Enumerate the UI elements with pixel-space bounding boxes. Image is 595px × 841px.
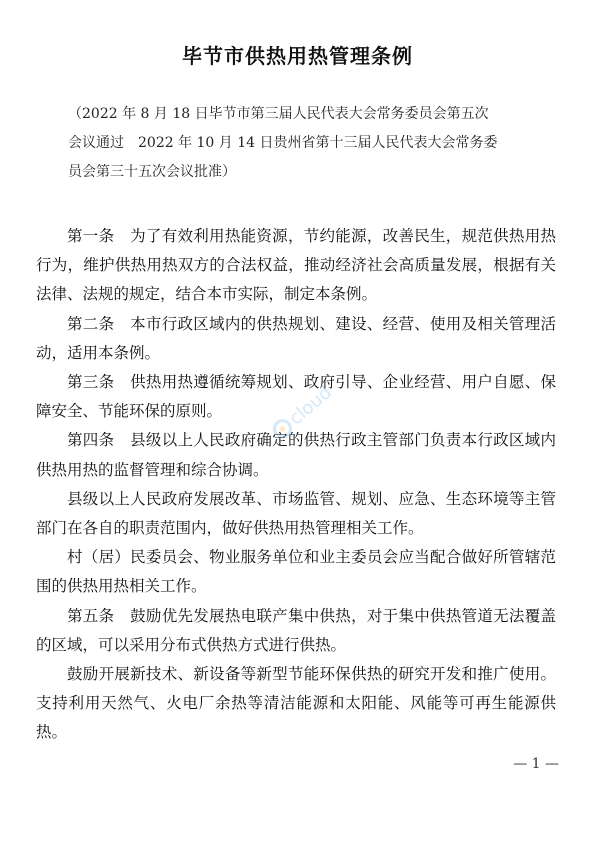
adoption-note	[68, 100, 548, 187]
article-paragraph: 村（居）民委员会、物业服务单位和业主委员会应当配合做好所管辖范围的供热用热相关工作。	[36, 548, 556, 596]
article-paragraph: 鼓励开展新技术、新设备等新型节能环保供热的研究开发和推广使用。支持利用天然气、火电厂余热等清洁能源和太阳能、风能等可再生能源供热。	[36, 665, 556, 742]
note-line: 会议通过 2022 年 10 月 14 日贵州省第十三届人民代表大会常务委	[68, 135, 498, 151]
note-line: （2022 年 8 月 18 日毕节市第三届人民代表大会常务委员会第五次	[68, 106, 489, 122]
watermark-text: cloud	[285, 382, 337, 430]
article-paragraph: 第五条 鼓励优先发展热电联产集中供热，对于集中供热管道无法覆盖的区域，可以采用分布式供热方式进行供热。	[36, 606, 556, 654]
article-paragraph: 第二条 本市行政区域内的供热规划、建设、经营、使用及相关管理活动，适用本条例。	[36, 314, 556, 362]
article-paragraph: 县级以上人民政府发展改革、市场监管、规划、应急、生态环境等主管部门在各自的职责范围内，做好供热用热管理相关工作。	[36, 489, 556, 538]
article-paragraph: 第四条 县级以上人民政府确定的供热行政主管部门负责本行政区域内供热用热的监督管理和综合协调。	[36, 431, 556, 479]
note-line: 员会第三十五次会议批准）	[68, 164, 236, 180]
article-paragraph: 第一条 为了有效利用热能资源，节约能源，改善民生，规范供热用热行为，维护供热用热双方的合法权益，推动经济社会高质量发展，根据有关法律、法规的规定，结合本市实际，制定本条例。	[36, 227, 556, 304]
regulation-body	[36, 222, 556, 748]
page-number: — 1 —	[513, 756, 559, 772]
article-paragraph: 第三条 供热用热遵循统筹规划、政府引导、企业经营、用户自愿、保障安全、节能环保的原则。	[36, 373, 556, 421]
page-title: 毕节市供热用热管理条例	[182, 44, 413, 68]
